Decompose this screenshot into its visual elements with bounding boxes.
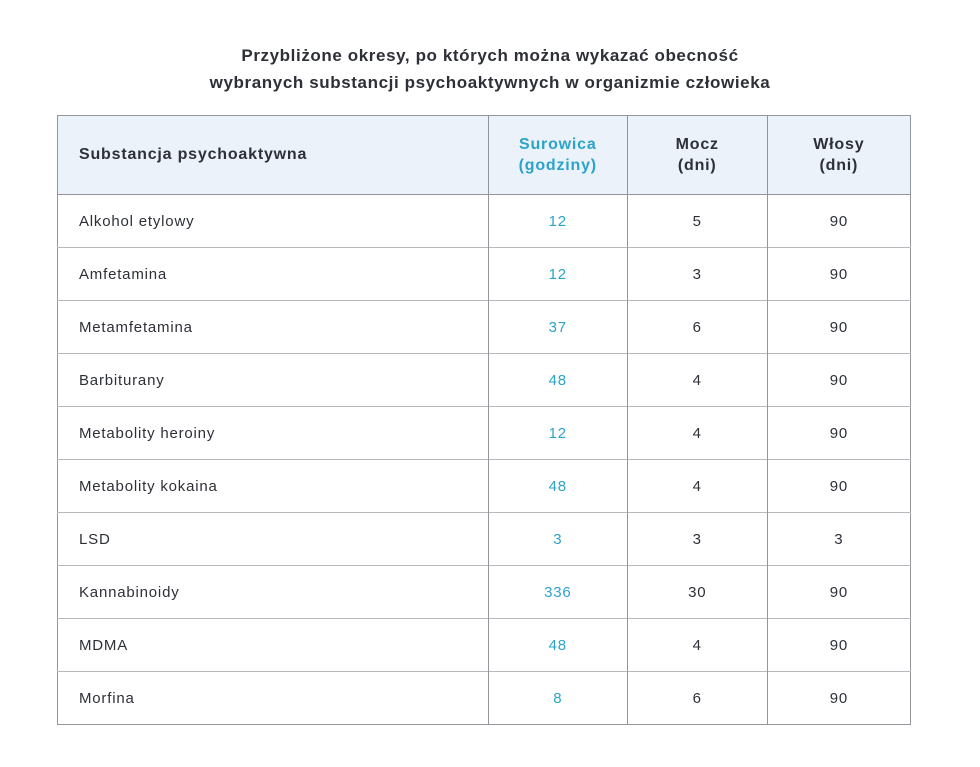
serum-hours-cell: 48 (488, 619, 627, 672)
column-header-urine-unit: (dni) (677, 156, 717, 174)
substance-name-cell: Amfetamina (58, 248, 489, 301)
hair-days-cell: 90 (767, 248, 910, 301)
page-title-line1: Przybliżone okresy, po których można wykazać obecność (241, 46, 739, 65)
column-header-urine-label: Mocz (675, 135, 719, 153)
table-body (58, 195, 911, 725)
page-title-line2: wybranych substancji psychoaktywnych w organizmie człowieka (209, 73, 771, 92)
table-row (58, 195, 911, 248)
hair-days-cell: 90 (767, 672, 910, 725)
serum-hours-cell: 48 (488, 354, 627, 407)
urine-days-cell: 30 (627, 566, 767, 619)
table-row (58, 460, 911, 513)
substance-name-cell: MDMA (58, 619, 489, 672)
table-header-row (58, 116, 911, 195)
column-header-hair (767, 116, 910, 195)
serum-hours-cell: 12 (488, 248, 627, 301)
serum-hours-cell: 3 (488, 513, 627, 566)
table-row (58, 513, 911, 566)
column-header-serum-unit: (godziny) (518, 156, 597, 174)
column-header-substance-label: Substancja psychoaktywna (79, 146, 308, 163)
serum-hours-cell: 12 (488, 407, 627, 460)
substances-table (57, 115, 911, 725)
urine-days-cell: 4 (627, 354, 767, 407)
hair-days-cell: 90 (767, 301, 910, 354)
urine-days-cell: 5 (627, 195, 767, 248)
column-header-hair-unit: (dni) (819, 156, 859, 174)
column-header-serum (488, 116, 627, 195)
hair-days-cell: 90 (767, 407, 910, 460)
table-row (58, 407, 911, 460)
hair-days-cell: 3 (767, 513, 910, 566)
page-title (0, 42, 980, 96)
column-header-serum-label: Surowica (519, 135, 597, 153)
urine-days-cell: 3 (627, 513, 767, 566)
table-row (58, 301, 911, 354)
serum-hours-cell: 48 (488, 460, 627, 513)
table-header (58, 116, 911, 195)
urine-days-cell: 4 (627, 407, 767, 460)
table-row (58, 566, 911, 619)
substance-name-cell: Metabolity heroiny (58, 407, 489, 460)
urine-days-cell: 6 (627, 301, 767, 354)
hair-days-cell: 90 (767, 460, 910, 513)
table-row (58, 354, 911, 407)
table-row (58, 672, 911, 725)
substance-name-cell: Kannabinoidy (58, 566, 489, 619)
column-header-substance (58, 116, 489, 195)
substance-name-cell: LSD (58, 513, 489, 566)
substance-name-cell: Morfina (58, 672, 489, 725)
table-row (58, 619, 911, 672)
serum-hours-cell: 8 (488, 672, 627, 725)
serum-hours-cell: 37 (488, 301, 627, 354)
substance-name-cell: Metamfetamina (58, 301, 489, 354)
urine-days-cell: 3 (627, 248, 767, 301)
hair-days-cell: 90 (767, 195, 910, 248)
serum-hours-cell: 336 (488, 566, 627, 619)
serum-hours-cell: 12 (488, 195, 627, 248)
substance-name-cell: Metabolity kokaina (58, 460, 489, 513)
column-header-hair-label: Włosy (813, 135, 865, 153)
urine-days-cell: 4 (627, 619, 767, 672)
urine-days-cell: 4 (627, 460, 767, 513)
hair-days-cell: 90 (767, 619, 910, 672)
substance-name-cell: Barbiturany (58, 354, 489, 407)
substance-name-cell: Alkohol etylowy (58, 195, 489, 248)
hair-days-cell: 90 (767, 566, 910, 619)
table-container (57, 115, 911, 725)
column-header-urine (627, 116, 767, 195)
table-row (58, 248, 911, 301)
urine-days-cell: 6 (627, 672, 767, 725)
hair-days-cell: 90 (767, 354, 910, 407)
